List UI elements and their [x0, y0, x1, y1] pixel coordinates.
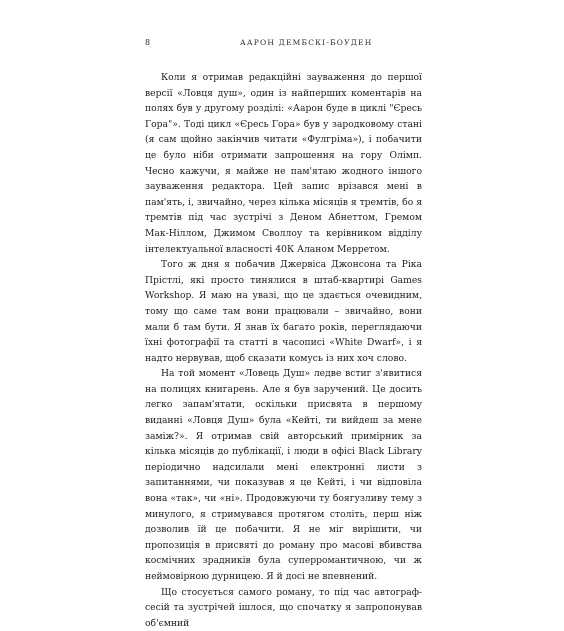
paragraph: На той момент «Ловець Душ» ледве встиг з'явитися на полицях книгарень. Але я був заручений. Це досить легко запам'ятати, оскільки присвята в першому виданні «Ловця Душ» була «Кейті, ти вийдеш за мене заміж?». Я отримав свій авторський примірник за кілька місяців до публікації, і люди в офісі Black Library періодично надсилали мені електронні листи з запитаннями, чи показував я це Кейті, і чи відповіла вона «так», чи «ні». Продовжуючи ту боягузливу тему з минулого, я стримувався протягом століть, перш ніж дозволив їй це побачити. Я не міг вирішити, чи пропозиція в присвяті до роману про масові вбивства космічних зрадників була суперромантичною, чи ж неймовірною дурницею. Я й досі не впевнений. — [145, 368, 422, 582]
body-text — [145, 70, 422, 631]
running-head-author: ААРОН ДЕМБСКІ-БОУДЕН — [240, 38, 373, 47]
paragraph: Того ж дня я побачив Джервіса Джонсона та Ріка Прістлі, які просто тинялися в штаб-квартирі Games Workshop. Я маю на увазі, що це здається очевидним, тому що саме там вони працювали – звичайно, вони мали б там бути. Я знав їх багато років, переглядаючи їхні фотографії та статті в часописі «White Dwarf», і я надто нервував, щоб сказати комусь із них хоч слово. — [145, 259, 422, 364]
page-number: 8 — [145, 38, 151, 47]
running-head — [0, 38, 564, 50]
paragraph: Коли я отримав редакційні зауваження до першої версії «Ловця душ», один із найперших коментарів на полях був у другому розділі: «Аарон буде в циклі "Єресь Гора"». Тоді цикл «Єресь Гора» був у зародковому стані (я сам щойно закінчив читати «Фулгріма»), і побачити це було ніби отримати запрошення на гору Олімп. Чесно кажучи, я майже не пам'ятаю жодного іншого зауваження редактора. Цей запис врізався мені в пам'ять, і, звичайно, через кілька місяців я тремтів, бо я тремтів під час зустрічі з Деном Абнеттом, Гремом Мак-Ніллом, Джимом Своллоу та керівником відділу інтелектуальної власності 40К Аланом Мерретом. — [145, 72, 422, 255]
paragraph: Що стосується самого роману, то під час автограф-сесій та зустрічей ішлося, що спочатку я запропонував об'ємний — [145, 586, 422, 629]
